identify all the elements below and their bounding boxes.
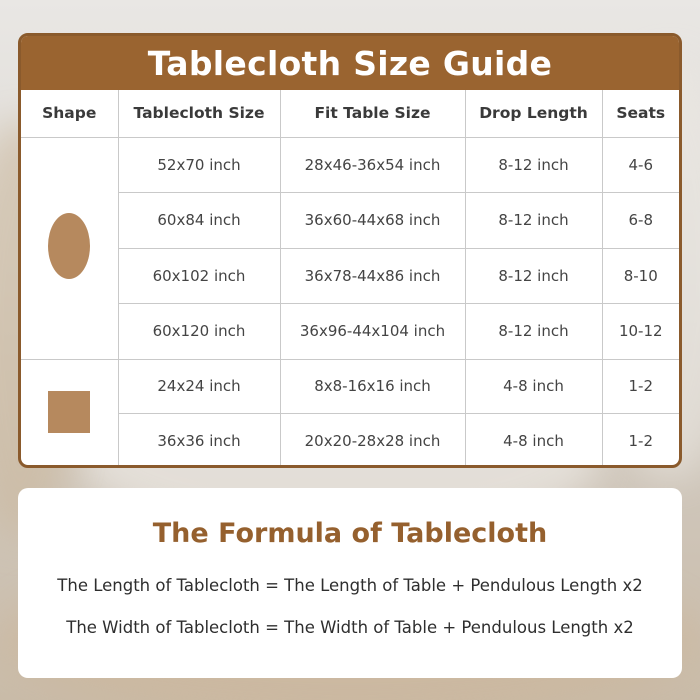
table-row [21, 248, 679, 304]
tablecloth-size-cell: 60x102 inch [118, 248, 280, 304]
table-row [21, 193, 679, 249]
tablecloth-size-cell: 52x70 inch [118, 137, 280, 193]
shape-cell-square [21, 359, 118, 468]
seats-cell: 6-8 [602, 193, 679, 249]
size-table [21, 90, 679, 468]
square-icon [48, 391, 90, 433]
column-header-drop-length: Drop Length [465, 90, 602, 137]
shape-cell-oval [21, 137, 118, 359]
table-row [21, 359, 679, 414]
fit-table-size-cell: 36x60-44x68 inch [280, 193, 465, 249]
fit-table-size-cell: 28x46-36x54 inch [280, 137, 465, 193]
fit-table-size-cell: 36x78-44x86 inch [280, 248, 465, 304]
table-row [21, 304, 679, 360]
column-header-shape: Shape [21, 90, 118, 137]
size-guide-title: Tablecloth Size Guide [147, 43, 553, 83]
formula-title: The Formula of Tablecloth [152, 518, 548, 549]
tablecloth-size-cell: 60x84 inch [118, 193, 280, 249]
drop-length-cell: 4-8 inch [465, 359, 602, 414]
size-guide-header [21, 36, 679, 90]
formula-length-line: The Length of Tablecloth = The Length of Table + Pendulous Length x2 [57, 576, 643, 595]
fit-table-size-cell: 20x20-28x28 inch [280, 414, 465, 469]
drop-length-cell: 8-12 inch [465, 193, 602, 249]
tablecloth-size-cell: 36x36 inch [118, 414, 280, 469]
seats-cell: 8-10 [602, 248, 679, 304]
oval-icon [48, 213, 90, 279]
formula-card [18, 488, 682, 678]
size-guide-card [18, 33, 682, 468]
table-row [21, 137, 679, 193]
seats-cell: 4-6 [602, 137, 679, 193]
drop-length-cell: 8-12 inch [465, 304, 602, 360]
formula-width-line: The Width of Tablecloth = The Width of Table + Pendulous Length x2 [66, 618, 634, 637]
column-header-seats: Seats [602, 90, 679, 137]
fit-table-size-cell: 8x8-16x16 inch [280, 359, 465, 414]
table-header-row [21, 90, 679, 137]
seats-cell: 1-2 [602, 359, 679, 414]
drop-length-cell: 8-12 inch [465, 248, 602, 304]
tablecloth-size-cell: 60x120 inch [118, 304, 280, 360]
seats-cell: 1-2 [602, 414, 679, 469]
table-row [21, 414, 679, 469]
tablecloth-size-cell: 24x24 inch [118, 359, 280, 414]
column-header-fit-table-size: Fit Table Size [280, 90, 465, 137]
fit-table-size-cell: 36x96-44x104 inch [280, 304, 465, 360]
column-header-tablecloth-size: Tablecloth Size [118, 90, 280, 137]
drop-length-cell: 4-8 inch [465, 414, 602, 469]
drop-length-cell: 8-12 inch [465, 137, 602, 193]
seats-cell: 10-12 [602, 304, 679, 360]
